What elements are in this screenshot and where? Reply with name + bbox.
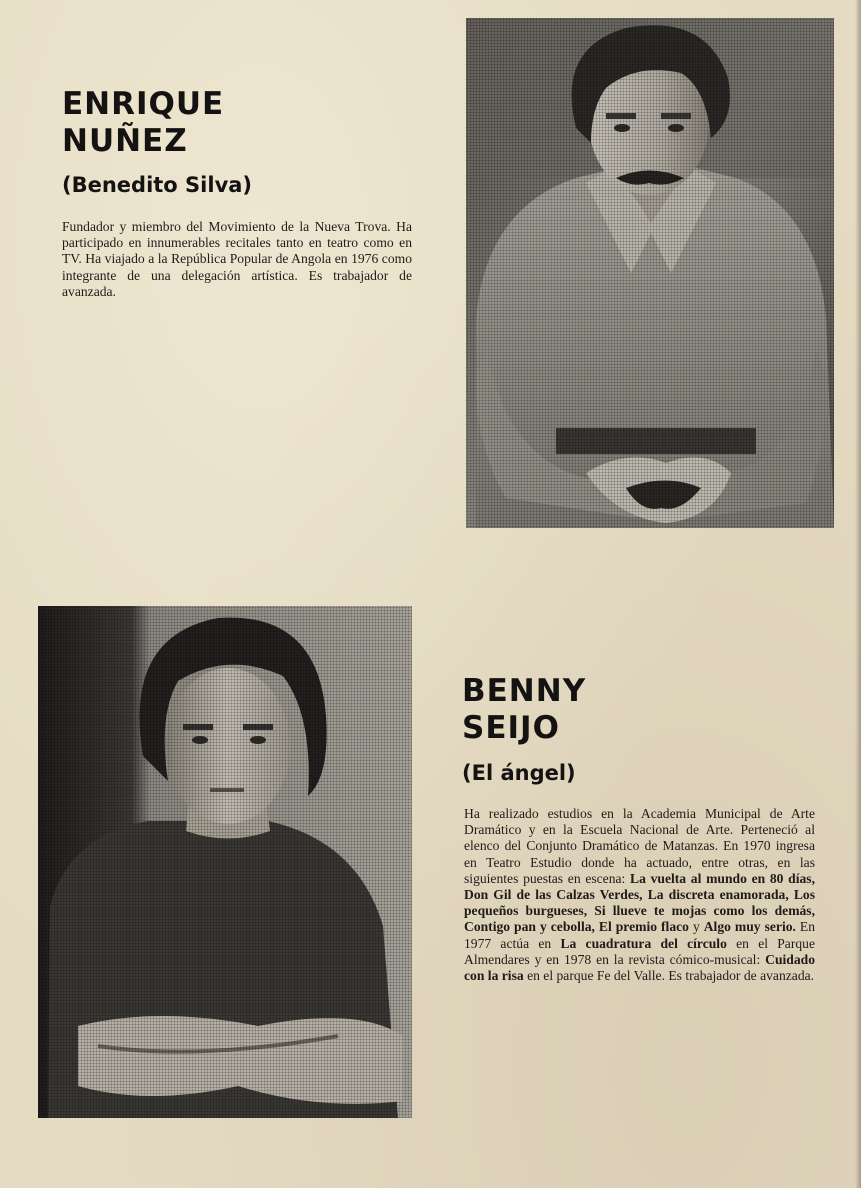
- portrait-photo-enrique-nunez: [466, 18, 834, 528]
- name-line-1: BENNY: [462, 673, 587, 709]
- page-edge-shadow: [855, 0, 861, 1188]
- bio-work-title: La vuelta al mundo en 80 días, Don Gil de las Calzas Verdes, La discreta enamorada, Los pequeños burgueses, Si llueve te mojas como los demás, Contigo pan y cebolla, El premio flaco: [464, 870, 815, 935]
- name-line-1: ENRIQUE: [62, 86, 225, 122]
- bio-text: en el Parque Almendares y en 1978 en la revista cómico-musical:: [464, 935, 815, 967]
- character-name-benedito-silva: (Benedito Silva): [62, 173, 253, 197]
- name-line-2: NUÑEZ: [62, 123, 188, 159]
- bio-benny-seijo: [464, 806, 815, 984]
- bio-text: en el parque Fe del Valle. Es trabajador de avanzada.: [523, 968, 815, 984]
- portrait-drawing-2: [38, 606, 412, 1118]
- bio-enrique-nunez: Fundador y miembro del Movimiento de la Nueva Trova. Ha participado en innumerables recitales tanto en teatro como en TV. Ha viajado a la República Popular de Angola en 1976 como integrante de una delegación artística. Es trabajador de avanzada.: [62, 219, 412, 299]
- bio-text: En 1977 actúa en: [464, 919, 816, 951]
- bio-text: Ha realizado estudios en la Academia Municipal de Arte Dramático y en la Escuela Nacional de Arte. Perteneció al elenco del Conjunto Dramático de Matanzas. En 1970 ingresa en Teatro Estudio donde ha actuado, entre otras, en las siguientes puestas en escena:: [464, 806, 815, 886]
- portrait-drawing-1: [466, 18, 834, 528]
- actor-name-enrique-nunez: [62, 86, 224, 160]
- bio-work-title: Cuidado con la risa: [464, 951, 815, 984]
- name-line-2: SEIJO: [462, 710, 560, 746]
- bio-text: y: [688, 919, 704, 935]
- actor-name-benny-seijo: [462, 673, 586, 747]
- character-name-el-angel: (El ángel): [462, 761, 576, 785]
- bio-work-title: Algo muy serio.: [703, 919, 796, 935]
- portrait-photo-benny-seijo: [38, 606, 412, 1118]
- bio-work-title: La cuadratura del círculo: [560, 935, 727, 951]
